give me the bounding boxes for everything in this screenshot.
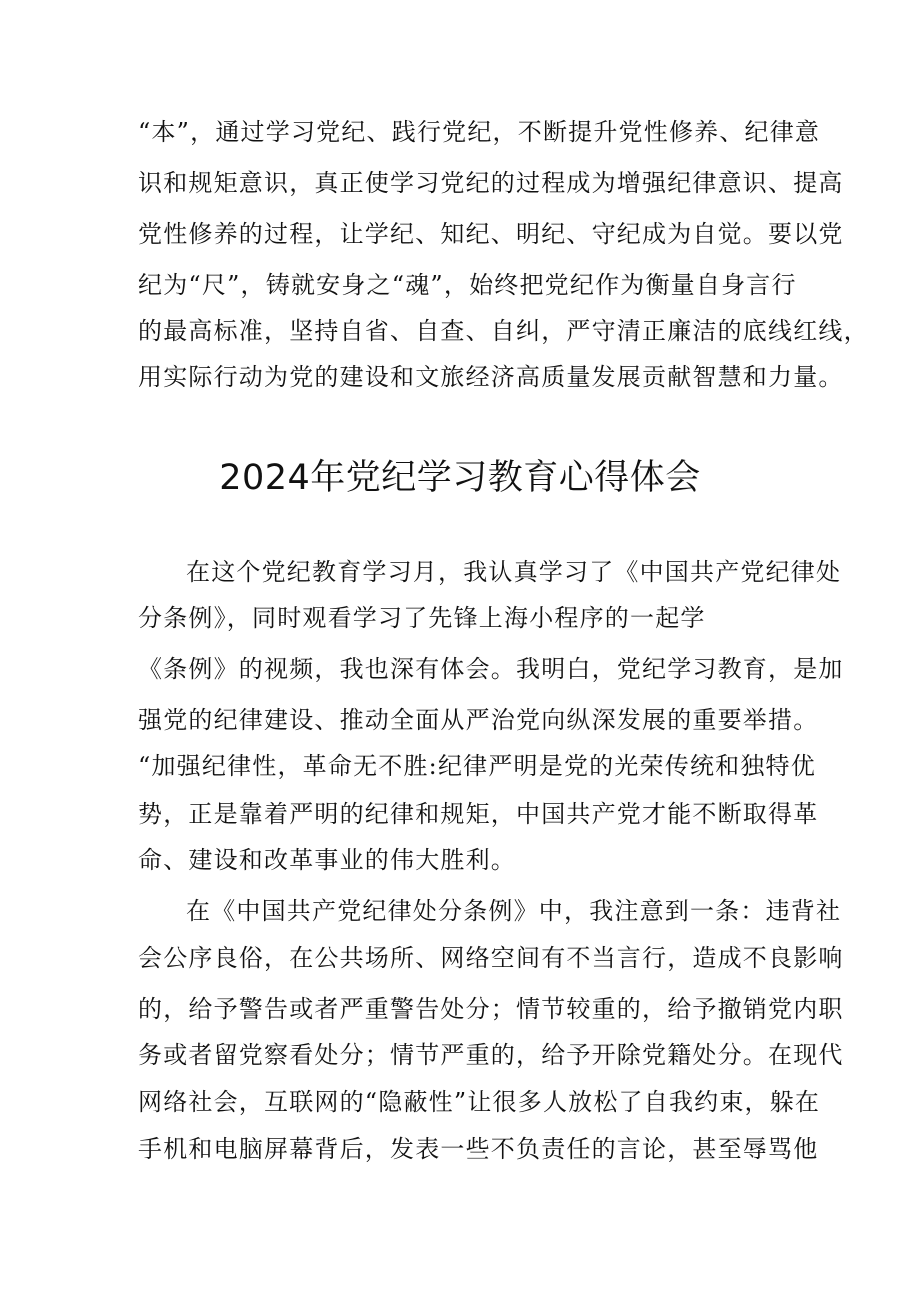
paragraph-line: 强党的纪律建设、推动全面从严治党向纵深发展的重要举措。 xyxy=(138,706,819,734)
paragraph-line: 纪为“尺”，铸就安身之“魂”，始终把党纪作为衡量自身言行 xyxy=(138,271,797,299)
paragraph-line: “本”，通过学习党纪、践行党纪，不断提升党性修养、纪律意 xyxy=(138,118,821,146)
paragraph-line: “加强纪律性，革命无不胜:纪律严明是党的光荣传统和独特优 xyxy=(138,752,816,780)
paragraph-line: 势，正是靠着严明的纪律和规矩，中国共产党才能不断取得革 xyxy=(138,800,819,828)
paragraph-line: 用实际行动为党的建设和文旅经济高质量发展贡献智慧和力量。 xyxy=(138,363,844,391)
paragraph-line: 在这个党纪教育学习月，我认真学习了《中国共产党纪律处 xyxy=(186,558,842,586)
document-title: 2024年党纪学习教育心得体会 xyxy=(219,458,701,498)
paragraph-line: 网络社会，互联网的“隐蔽性”让很多人放松了自我约束，躲在 xyxy=(138,1088,821,1116)
paragraph-line: 在《中国共产党纪律处分条例》中，我注意到一条：违背社 xyxy=(186,897,842,925)
paragraph-line: 识和规矩意识，真正使学习党纪的过程成为增强纪律意识、提高 xyxy=(138,169,844,197)
paragraph-line: 党性修养的过程，让学纪、知纪、明纪、守纪成为自觉。要以党 xyxy=(138,220,844,248)
paragraph-line: 的，给予警告或者严重警告处分；情节较重的，给予撤销党内职 xyxy=(138,995,844,1023)
paragraph-line: 命、建设和改革事业的伟大胜利。 xyxy=(138,846,516,874)
paragraph-line: 手机和电脑屏幕背后，发表一些不负责任的言论，甚至辱骂他 xyxy=(138,1135,819,1163)
paragraph-line: 务或者留党察看处分；情节严重的，给予开除党籍处分。在现代 xyxy=(138,1041,844,1069)
paragraph-line: 的最高标准，坚持自省、自查、自纠，严守清正廉洁的底线红线， xyxy=(138,317,869,345)
paragraph-line: 分条例》，同时观看学习了先锋上海小程序的一起学 xyxy=(138,604,706,632)
paragraph-line: 《条例》的视频，我也深有体会。我明白，党纪学习教育，是加 xyxy=(138,655,844,683)
paragraph-line: 会公序良俗，在公共场所、网络空间有不当言行，造成不良影响 xyxy=(138,944,844,972)
